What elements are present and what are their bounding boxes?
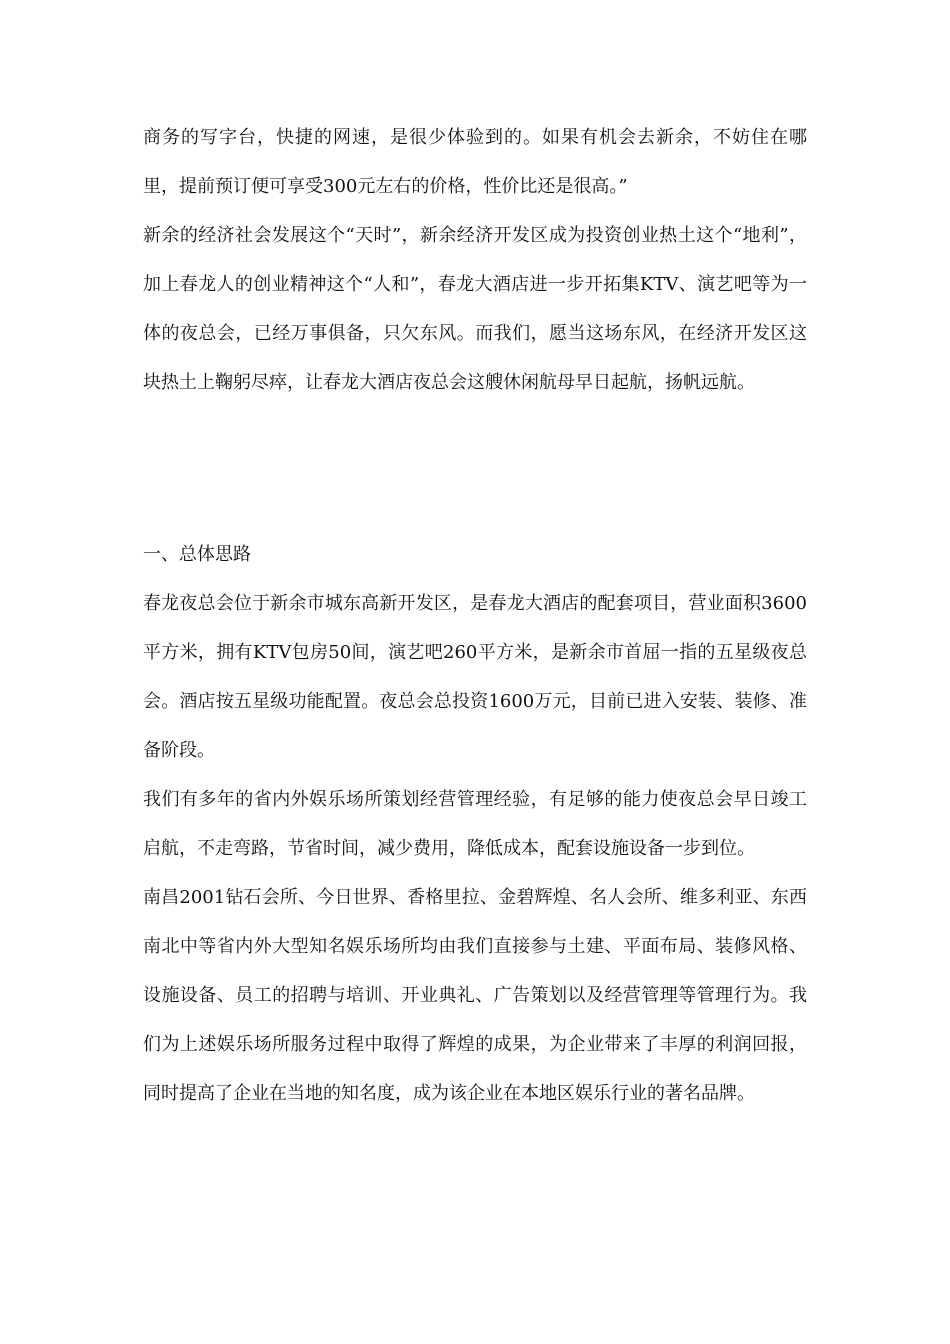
section-paragraph-2: 我们有多年的省内外娱乐场所策划经营管理经验，有足够的能力使夜总会早日竣工启航，不走弯路，节省时间，减少费用，降低成本，配套设施设备一步到位。 [143, 789, 807, 859]
intro-paragraph-1: 商务的写字台，快捷的网速，是很少体验到的。如果有机会去新余，不妨住在哪里，提前预订便可享受300元左右的价格，性价比还是很高。” [143, 127, 807, 197]
section-paragraph-3: 南昌2001钻石会所、今日世界、香格里拉、金碧辉煌、名人会所、维多利亚、东西南北中等省内外大型知名娱乐场所均由我们直接参与土建、平面布局、装修风格、设施设备、员工的招聘与培训、开业典礼、广告策划以及经营管理等管理行为。我们为上述娱乐场所服务过程中取得了辉煌的成果，为企业带来了丰厚的利润回报，同时提高了企业在当地的知名度，成为该企业在本地区娱乐行业的著名品牌。 [143, 887, 807, 1104]
section-overall-approach [143, 530, 807, 1118]
intro-paragraph-2: 新余的经济社会发展这个“天时”，新余经济开发区成为投资创业热土这个“地利”，加上春龙人的创业精神这个“人和”，春龙大酒店进一步开拓集KTV、演艺吧等为一体的夜总会，已经万事俱备，只欠东风。而我们，愿当这场东风，在经济开发区这块热土上鞠躬尽瘁，让春龙大酒店夜总会这艘休闲航母早日起航，扬帆远航。 [143, 225, 807, 393]
section-paragraph-1: 春龙夜总会位于新余市城东高新开发区，是春龙大酒店的配套项目，营业面积3600平方米，拥有KTV包房50间，演艺吧260平方米，是新余市首屈一指的五星级夜总会。酒店按五星级功能配置。夜总会总投资1600万元，目前已进入安装、装修、准备阶段。 [143, 593, 807, 761]
section-heading: 一、总体思路 [143, 544, 251, 565]
intro-section [143, 113, 807, 407]
